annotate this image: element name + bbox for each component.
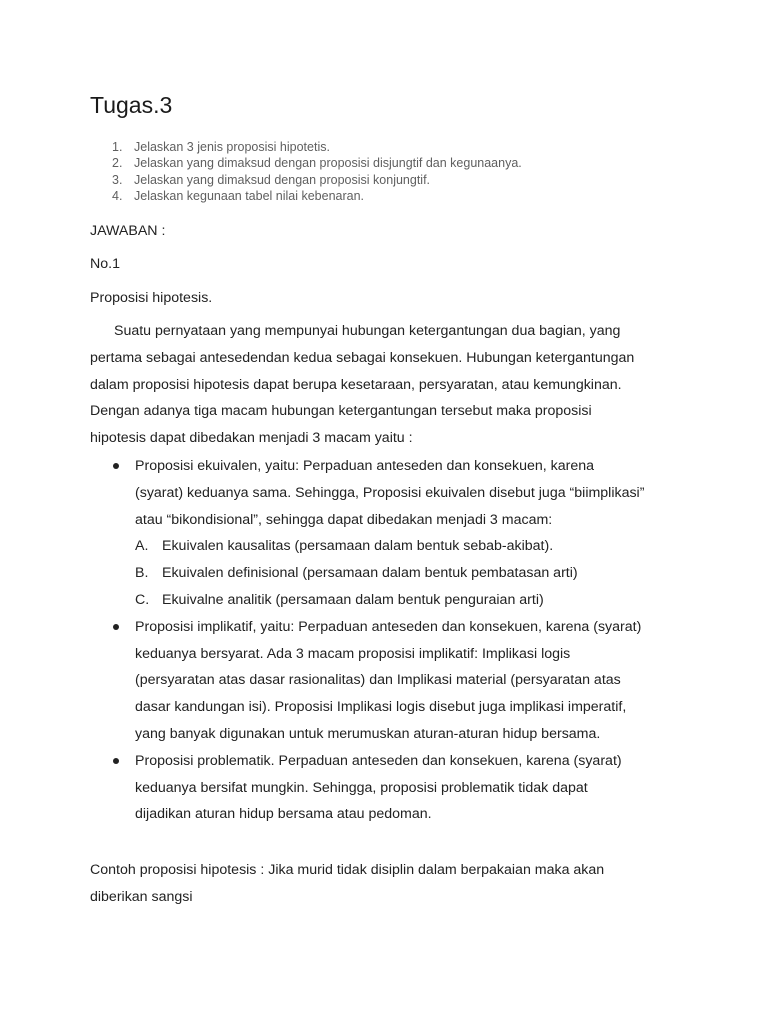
- bullet-list: [90, 453, 644, 828]
- bullet-item-problematik: [90, 748, 644, 828]
- question-text: Jelaskan kegunaan tabel nilai kebenaran.: [134, 188, 365, 203]
- paragraph-line: pertama sebagai antesedendan kedua sebagai konsekuen. Hubungan ketergantungan: [90, 349, 635, 366]
- paragraph-line: Dengan adanya tiga macam hubungan ketergantungan tersebut maka proposisi: [90, 403, 592, 420]
- question-item: [90, 139, 522, 155]
- bullet-line: (syarat) keduanya sama. Sehingga, Proposisi ekuivalen disebut juga “biimplikasi”: [135, 484, 645, 501]
- bullet-icon: [113, 624, 119, 630]
- sub-list-letter: B.: [135, 565, 149, 582]
- paragraph-line: dalam proposisi hipotesis dapat berupa kesetaraan, persyaratan, atau kemungkinan.: [90, 376, 622, 393]
- bullet-line: dijadikan aturan hidup bersama atau pedoman.: [135, 806, 432, 823]
- bullet-line: yang banyak digunakan untuk merumuskan aturan-aturan hidup bersama.: [135, 725, 601, 742]
- sub-list-text: Ekuivalne analitik (persamaan dalam bentuk penguraian arti): [162, 591, 544, 608]
- question-item: [90, 172, 522, 188]
- question-text: Jelaskan yang dimaksud dengan proposisi konjungtif.: [134, 172, 431, 187]
- question-number: 4.: [112, 188, 123, 203]
- bullet-line: atau “bikondisional”, sehingga dapat dibedakan menjadi 3 macam:: [135, 511, 553, 528]
- bullet-line: (persyaratan atas dasar rasionalitas) dan Implikasi material (persyaratan atas: [135, 672, 621, 689]
- sub-list-item: [135, 560, 644, 587]
- example-line: diberikan sangsi: [90, 888, 193, 905]
- section-title: Proposisi hipotesis.: [90, 290, 213, 306]
- answer-heading: JAWABAN :: [90, 223, 166, 239]
- document-title: Tugas.3: [90, 92, 173, 118]
- question-text: Jelaskan 3 jenis proposisi hipotetis.: [134, 140, 330, 154]
- question-number: 2.: [112, 156, 123, 171]
- bullet-line: Proposisi ekuivalen, yaitu: Perpaduan anteseden dan konsekuen, karena: [135, 458, 595, 474]
- bullet-line: Proposisi problematik. Perpaduan anteseden dan konsekuen, karena (syarat): [135, 752, 622, 769]
- bullet-line: keduanya bersyarat. Ada 3 macam proposisi implikatif: Implikasi logis: [135, 645, 571, 662]
- intro-paragraph: [90, 318, 634, 452]
- sub-list-item: [135, 533, 644, 560]
- bullet-item-ekuivalen: [90, 453, 644, 614]
- question-number: 3.: [112, 172, 123, 187]
- sub-list-letter: A.: [135, 538, 149, 555]
- sub-list: [135, 533, 644, 613]
- sub-list-item: [135, 587, 644, 614]
- sub-list-text: Ekuivalen definisional (persamaan dalam bentuk pembatasan arti): [162, 565, 578, 582]
- bullet-line: Proposisi implikatif, yaitu: Perpaduan anteseden dan konsekuen, karena (syarat): [135, 618, 642, 635]
- bullet-line: dasar kandungan isi). Proposisi Implikasi logis disebut juga implikasi imperatif,: [135, 699, 627, 716]
- section-number: No.1: [90, 256, 120, 272]
- bullet-icon: [113, 463, 119, 469]
- question-number: 1.: [112, 140, 123, 154]
- question-item: [90, 188, 522, 204]
- question-item: [90, 155, 522, 171]
- bullet-icon: [113, 758, 119, 764]
- example-line: Contoh proposisi hipotesis : Jika murid tidak disiplin dalam berpakaian maka akan: [90, 862, 605, 878]
- bullet-item-implikatif: [90, 614, 644, 748]
- bullet-line: keduanya bersifat mungkin. Sehingga, proposisi problematik tidak dapat: [135, 779, 588, 796]
- paragraph-line: hipotesis dapat dibedakan menjadi 3 macam yaitu :: [90, 430, 413, 447]
- example-paragraph: [90, 857, 604, 911]
- paragraph-line: Suatu pernyataan yang mempunyai hubungan ketergantungan dua bagian, yang: [114, 323, 621, 339]
- question-list: [90, 139, 522, 204]
- question-text: Jelaskan yang dimaksud dengan proposisi disjungtif dan kegunaanya.: [134, 156, 522, 171]
- sub-list-text: Ekuivalen kausalitas (persamaan dalam bentuk sebab-akibat).: [162, 538, 554, 555]
- sub-list-letter: C.: [135, 591, 150, 608]
